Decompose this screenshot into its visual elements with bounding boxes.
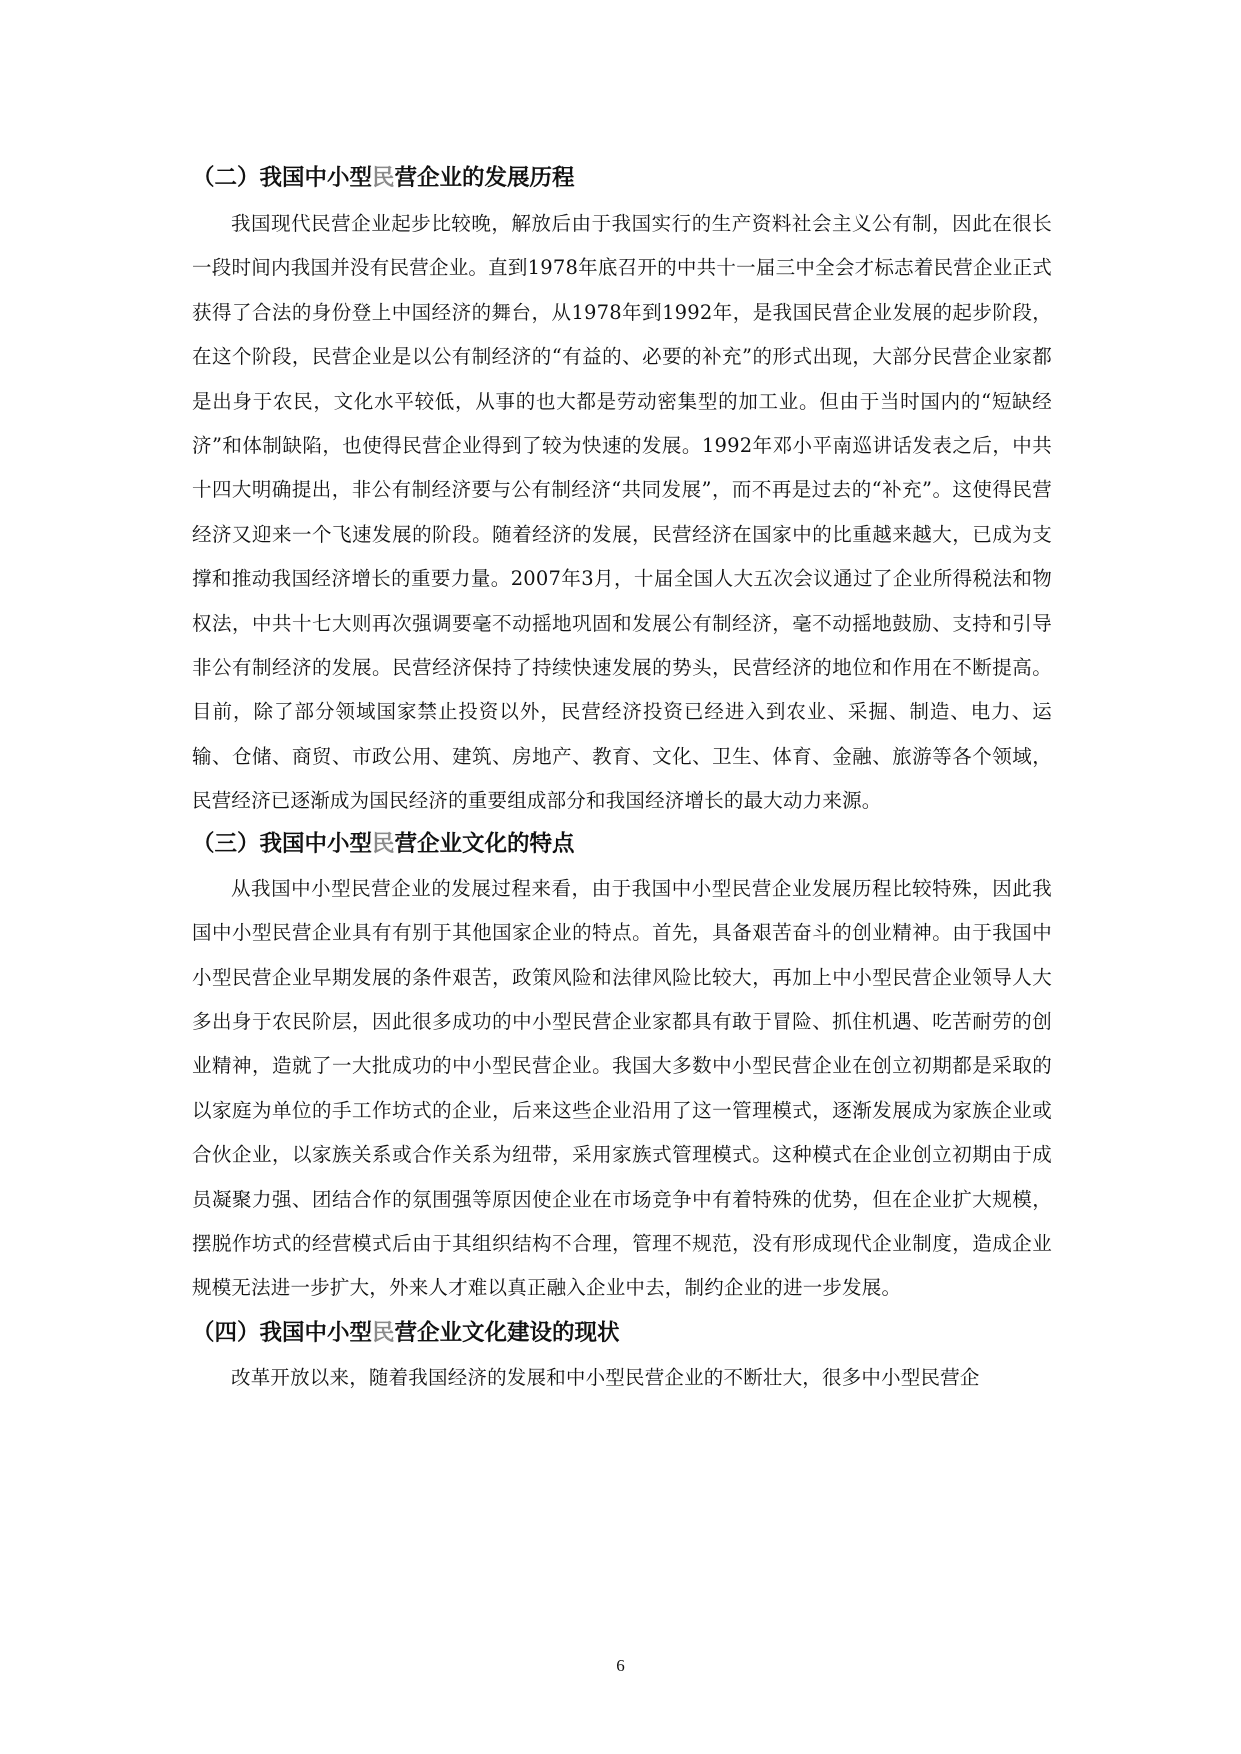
section-heading-2: [192, 158, 1052, 198]
section-paragraph-4: 改革开放以来，随着我国经济的发展和中小型民营企业的不断壮大，很多中小型民营企: [231, 1365, 980, 1389]
heading-text: 营企业的发展历程: [394, 165, 575, 191]
heading-text: 营企业文化建设的现状: [394, 1319, 620, 1346]
section-heading-3: [192, 824, 1052, 864]
heading-highlight: 民: [372, 165, 395, 191]
heading-text: （三）我国中小型: [192, 830, 373, 857]
heading-text: （四）我国中小型: [192, 1319, 373, 1346]
heading-highlight: 民: [372, 1319, 395, 1346]
page-number: 6: [616, 1656, 625, 1675]
heading-text: 营企业文化的特点: [394, 830, 575, 857]
page-content: [192, 158, 1052, 1400]
heading-text: （二）我国中小型: [192, 165, 373, 191]
section-heading-4: [192, 1313, 1052, 1353]
section-paragraph-2: 我国现代民营企业起步比较晚，解放后由于我国实行的生产资料社会主义公有制，因此在很长一段时间内我国并没有民营企业。直到1978年底召开的中共十一届三中全会才标志着民营企业正式获得了合法的身份登上中国经济的舞台，从1978年到1992年，是我国民营企业发展的起步阶段，在这个阶段，民营企业是以公有制经济的“有益的、必要的补充”的形式出现，大部分民营企业家都是出身于农民，文化水平较低，从事的也大都是劳动密集型的加工业。但由于当时国内的“短缺经济”和体制缺陷，也使得民营企业得到了较为快速的发展。1992年邓小平南巡讲话发表之后，中共十四大明确提出，非公有制经济要与公有制经济“共同发展”，而不再是过去的“补充”。这使得民营经济又迎来一个飞速发展的阶段。随着经济的发展，民营经济在国家中的比重越来越大，已成为支撑和推动我国经济增长的重要力量。2007年3月，十届全国人大五次会议通过了企业所得税法和物权法，中共十七大则再次强调要毫不动摇地巩固和发展公有制经济，毫不动摇地鼓励、支持和引导非公有制经济的发展。民营经济保持了持续快速发展的势头，民营经济的地位和作用在不断提高。目前，除了部分领域国家禁止投资以外，民营经济投资已经进入到农业、采掘、制造、电力、运输、仓储、商贸、市政公用、建筑、房地产、教育、文化、卫生、体育、金融、旅游等各个领域，民营经济已逐渐成为国民经济的重要组成部分和我国经济增长的最大动力来源。: [192, 212, 1052, 813]
section-paragraph-3: 从我国中小型民营企业的发展过程来看，由于我国中小型民营企业发展历程比较特殊，因此我国中小型民营企业具有有别于其他国家企业的特点。首先，具备艰苦奋斗的创业精神。由于我国中小型民营企业早期发展的条件艰苦，政策风险和法律风险比较大，再加上中小型民营企业领导人大多出身于农民阶层，因此很多成功的中小型民营企业家都具有敢于冒险、抓住机遇、吃苦耐劳的创业精神，造就了一大批成功的中小型民营企业。我国大多数中小型民营企业在创立初期都是采取的以家庭为单位的手工作坊式的企业，后来这些企业沿用了这一管理模式，逐渐发展成为家族企业或合伙企业，以家族关系或合作关系为纽带，采用家族式管理模式。这种模式在企业创立初期由于成员凝聚力强、团结合作的氛围强等原因使企业在市场竞争中有着特殊的优势，但在企业扩大规模，摆脱作坊式的经营模式后由于其组织结构不合理，管理不规范，没有形成现代企业制度，造成企业规模无法进一步扩大，外来人才难以真正融入企业中去，制约企业的进一步发展。: [192, 876, 1052, 1300]
heading-highlight: 民: [372, 830, 395, 857]
